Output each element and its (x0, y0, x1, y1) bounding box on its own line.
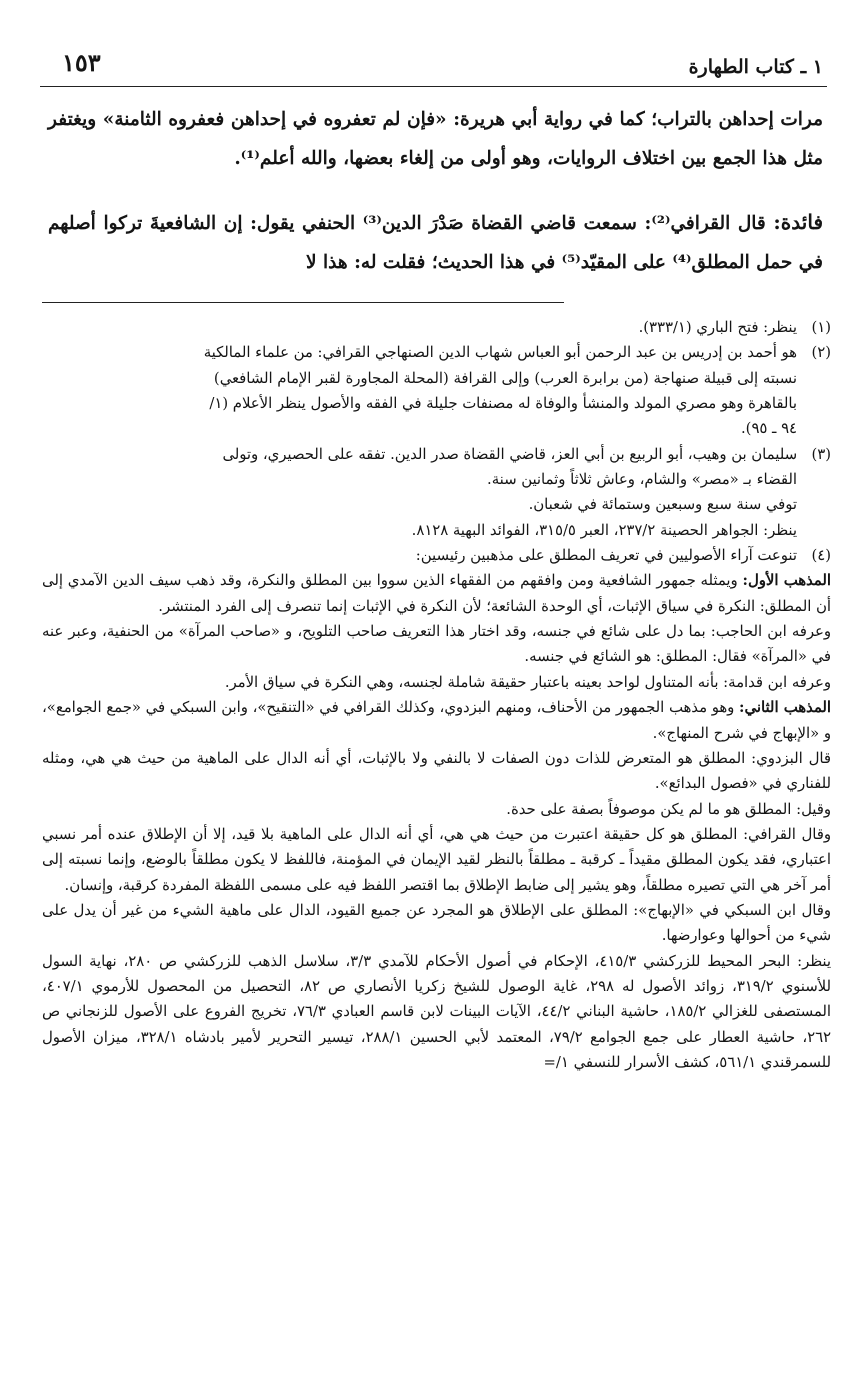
footnote-4-mathhab-2 (42, 695, 831, 746)
footnote-4-subki: وقال ابن السبكي في «الإبهاج»: المطلق على الإطلاق هو المجرد عن جميع القيود، الدال على ماهية الشيء من غير أن يدل على شيء من أحوالها وعوارضها. (42, 901, 831, 945)
footnote-4-mathhab-1 (42, 568, 831, 619)
mathhab-1-label: المذهب الأول: (742, 572, 831, 590)
footnote-line: هو أحمد بن إدريس بن عبد الرحمن أبو العباس شهاب الدين الصنهاجي القرافي: من علماء المالكية (203, 344, 797, 362)
footnote-4 (42, 543, 831, 568)
body-paragraph-1: مرات إحداهن بالتراب؛ كما في رواية أبي هريرة: «فإن لم تعفروه في إحداهن فعفروه الثامنة» ويغتفر مثل هذا الجمع بين اختلاف الروايات، وهو أولى من إلغاء بعضها، والله أعلم⁽¹⁾. (48, 109, 823, 169)
running-header (40, 42, 827, 87)
footnote-number: (٣) (811, 445, 831, 463)
footnote-1 (42, 315, 831, 340)
footnote-number: (٤) (811, 547, 831, 565)
faida-text: قال القرافي⁽²⁾: سمعت قاضي القضاة صَدْرَ الدين⁽³⁾ الحنفي يقول: إن الشافعيةَ تركوا أصلهم في حمل المطلق⁽⁴⁾ على المقيّد⁽⁵⁾ في هذا الحديث؛ فقلت له: هذا لا (48, 213, 823, 273)
footnote-line: ٩٤ ـ ٩٥). (740, 420, 797, 438)
page-number: ١٥٣ (62, 48, 101, 77)
footnotes (42, 315, 831, 1075)
body-paragraph-2 (48, 203, 823, 282)
footnote-line: القضاء بـ «مصر» والشام، وعاش ثلاثاً وثمانين سنة. (486, 471, 797, 489)
chapter-title: ١ ـ كتاب الطهارة (688, 56, 823, 78)
footnote-4-ibn-qudama: وعرفه ابن قدامة: بأنه المتناول لواحد بعينه باعتبار حقيقة شاملة لجنسه، وهي النكرة في سياق الأمر. (224, 673, 831, 691)
footnote-number: (١) (811, 319, 831, 336)
footnote-2 (42, 340, 831, 441)
footnote-intro: تنوعت آراء الأصوليين في تعريف المطلق على مذهبين رئيسين: (415, 547, 797, 565)
footnote-line: سليمان بن وهيب، أبو الربيع بن أبي العز، قاضي القضاة صدر الدين. تفقه على الحصيري، وتولى (222, 445, 797, 463)
mathhab-2-text: وهو مذهب الجمهور من الأحناف، ومنهم البزدوي، وكذلك القرافي في «التنقيح»، وابن السبكي في «جمع الجوامع»، و «الإبهاج في شرح المنهاج». (42, 699, 831, 742)
mathhab-1-text: ويمثله جمهور الشافعية ومن وافقهم من الفقهاء الذين سووا بين المطلق والنكرة، وقد ذهب سيف الدين الآمدي إلى أن المطلق: النكرة في سياق الإثبات، أي الوحدة الشائعة؛ لأن النكرة في الإثبات إنما تنصرف إلى الفرد المنتشر. (42, 572, 831, 615)
footnote-line: ينظر: فتح الباري (٣٣٣/١). (638, 319, 797, 336)
faida-label: فائدة: (773, 210, 824, 234)
footnote-line: بالقاهرة وهو مصري المولد والمنشأ والوفاة له مصنفات جليلة في الفقه والأصول ينظر الأعلام (١/ (209, 395, 797, 413)
footnote-line: ينظر: الجواهر الحصينة ٢٣٧/٢، العبر ٣١٥/٥، الفوائد البهية ٨١٢٨. (411, 521, 797, 539)
footnote-separator (42, 302, 564, 303)
footnote-4-ibn-hajib: وعرفه ابن الحاجب: بما دل على شائع في جنسه، وقد اختار هذا التعريف صاحب التلويح، و «صاحب المرآة» من الحنفية، وعبر عنه في «المرآة» فقال: المطلق: هو الشائع في جنسه. (42, 623, 831, 666)
mathhab-2-label: المذهب الثاني: (739, 699, 831, 717)
footnote-3 (42, 442, 831, 543)
footnote-4-qila: وقيل: المطلق هو ما لم يكن موصوفاً بصفة على حدة. (506, 800, 831, 818)
footnote-4-bazdawi: قال البزدوي: المطلق هو المتعرض للذات دون الصفات لا بالنفي ولا بالإثبات، أي أنه الدال على الماهية من حيث هي هي، ومثله للفناري في «فصول البدائع». (42, 749, 831, 793)
footnote-4-references: ينظر: البحر المحيط للزركشي ٤١٥/٣، الإحكام في أصول الأحكام للآمدي ٣/٣، سلاسل الذهب للزركشي ص ٢٨٠، نهاية السول للأسنوي ٣١٩/٢، زوائد الأصول له ٢٩٨، غاية الوصول للشيخ زكريا الأنصاري ص ٨٢، التحصيل من المحصول للأرموي ٤٠٧/١، المستصفى للغزالي ١٨٥/٢، حاشية البناني ٤٤/٢، الآيات البينات لابن قاسم العبادي ٧٦/٣، تخريج الفروع على الأصول للزنجاني ص ٢٦٢، حاشية العطار على جمع الجوامع ٧٩/٢، المعتمد لأبي الحسين ٢٨٨/١، تيسير التحرير لأمير بادشاه ٣٢٨/١، ميزان الأصول للسمرقندي ٥٦١/١، كشف الأسرار للنسفي ١/= (42, 952, 832, 1071)
footnote-number: (٢) (811, 344, 831, 362)
footnote-line: نسبته إلى قبيلة صنهاجة (من برابرة العرب) وإلى القرافة (المحلة المجاورة لقبر الإمام الشافعي) (213, 369, 797, 387)
footnote-line: توفي سنة سبع وسبعين وستمائة في شعبان. (528, 496, 797, 514)
footnote-4-qarafi: وقال القرافي: المطلق هو كل حقيقة اعتبرت من حيث هي هي، أي أنه الدال على الماهية بلا قيد، إلا أن الإطلاق عنده أمر نسبي اعتباري، فقد يكون المطلق مقيداً ـ كرقبة ـ مطلقاً بالنظر لقيد الإيمان في المؤمنة، فاللفظ لا يكون مطلقاً بالوضع، وإنما نسبته إلى أمر آخر هي التي تصيره مطلقاً، وهو يشير إلى ضابط الإطلاق بما اقتصر اللفظ فيه على مسمى اللفظة المفردة كرقبة، وإنسان. (42, 825, 831, 894)
